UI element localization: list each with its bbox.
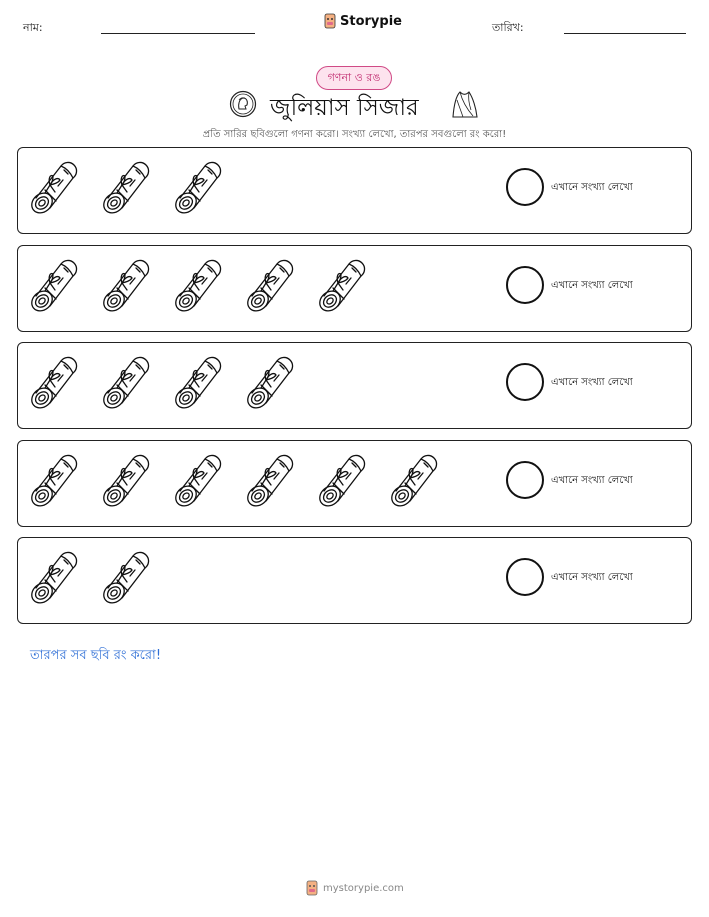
- scroll-icon: [28, 351, 80, 415]
- scroll-icon: [388, 449, 440, 513]
- scroll-icon: [100, 254, 152, 318]
- scroll-icon: [100, 156, 152, 220]
- counting-row: [17, 147, 692, 234]
- footer: [306, 880, 404, 896]
- answer-label: এখানে সংখ্যা লেখো: [551, 280, 633, 291]
- scroll-icon: [244, 254, 296, 318]
- date-label: তারিখ:: [492, 21, 524, 34]
- footer-site: mystorypie.com: [323, 882, 404, 894]
- scroll-icon: [172, 254, 224, 318]
- page-title: জুলিয়াস সিজার: [270, 95, 419, 121]
- storypie-logo-icon: [324, 13, 336, 29]
- scroll-icon: [100, 546, 152, 610]
- footer-note: তারপর সব ছবি রং করো!: [30, 648, 162, 663]
- scroll-icon: [316, 254, 368, 318]
- scroll-group: [28, 254, 368, 318]
- instructions: প্রতি সারির ছবিগুলো গণনা করো। সংখ্যা লেখো, তারপর সবগুলো রং করো!: [202, 129, 507, 140]
- scroll-icon: [172, 449, 224, 513]
- scroll-icon: [28, 156, 80, 220]
- date-line[interactable]: [564, 33, 686, 34]
- scroll-icon: [244, 351, 296, 415]
- counting-row: [17, 537, 692, 624]
- answer-label: এখানে সংখ্যা লেখো: [551, 182, 633, 193]
- scroll-icon: [100, 449, 152, 513]
- counting-row: [17, 440, 692, 527]
- scroll-icon: [100, 351, 152, 415]
- scroll-icon: [172, 351, 224, 415]
- brand: [324, 13, 402, 29]
- toga-icon: [451, 90, 479, 120]
- scroll-icon: [316, 449, 368, 513]
- scroll-group: [28, 449, 440, 513]
- answer-circle[interactable]: [506, 168, 544, 206]
- answer-label: এখানে সংখ্যা লেখো: [551, 572, 633, 583]
- answer-circle[interactable]: [506, 266, 544, 304]
- scroll-group: [28, 351, 296, 415]
- scroll-icon: [244, 449, 296, 513]
- answer-label: এখানে সংখ্যা লেখো: [551, 377, 633, 388]
- answer-circle[interactable]: [506, 461, 544, 499]
- brand-name: Storypie: [340, 13, 402, 29]
- name-label: নাম:: [23, 21, 43, 34]
- counting-row: [17, 245, 692, 332]
- name-line[interactable]: [101, 33, 255, 34]
- answer-circle[interactable]: [506, 363, 544, 401]
- answer-circle[interactable]: [506, 558, 544, 596]
- storypie-logo-icon: [306, 880, 318, 896]
- scroll-icon: [28, 449, 80, 513]
- answer-label: এখানে সংখ্যা লেখো: [551, 475, 633, 486]
- topic-badge: গণনা ও রঙ: [316, 66, 392, 90]
- scroll-icon: [28, 254, 80, 318]
- scroll-icon: [28, 546, 80, 610]
- scroll-icon: [172, 156, 224, 220]
- coin-icon: [229, 90, 257, 118]
- scroll-group: [28, 156, 224, 220]
- scroll-group: [28, 546, 152, 610]
- counting-row: [17, 342, 692, 429]
